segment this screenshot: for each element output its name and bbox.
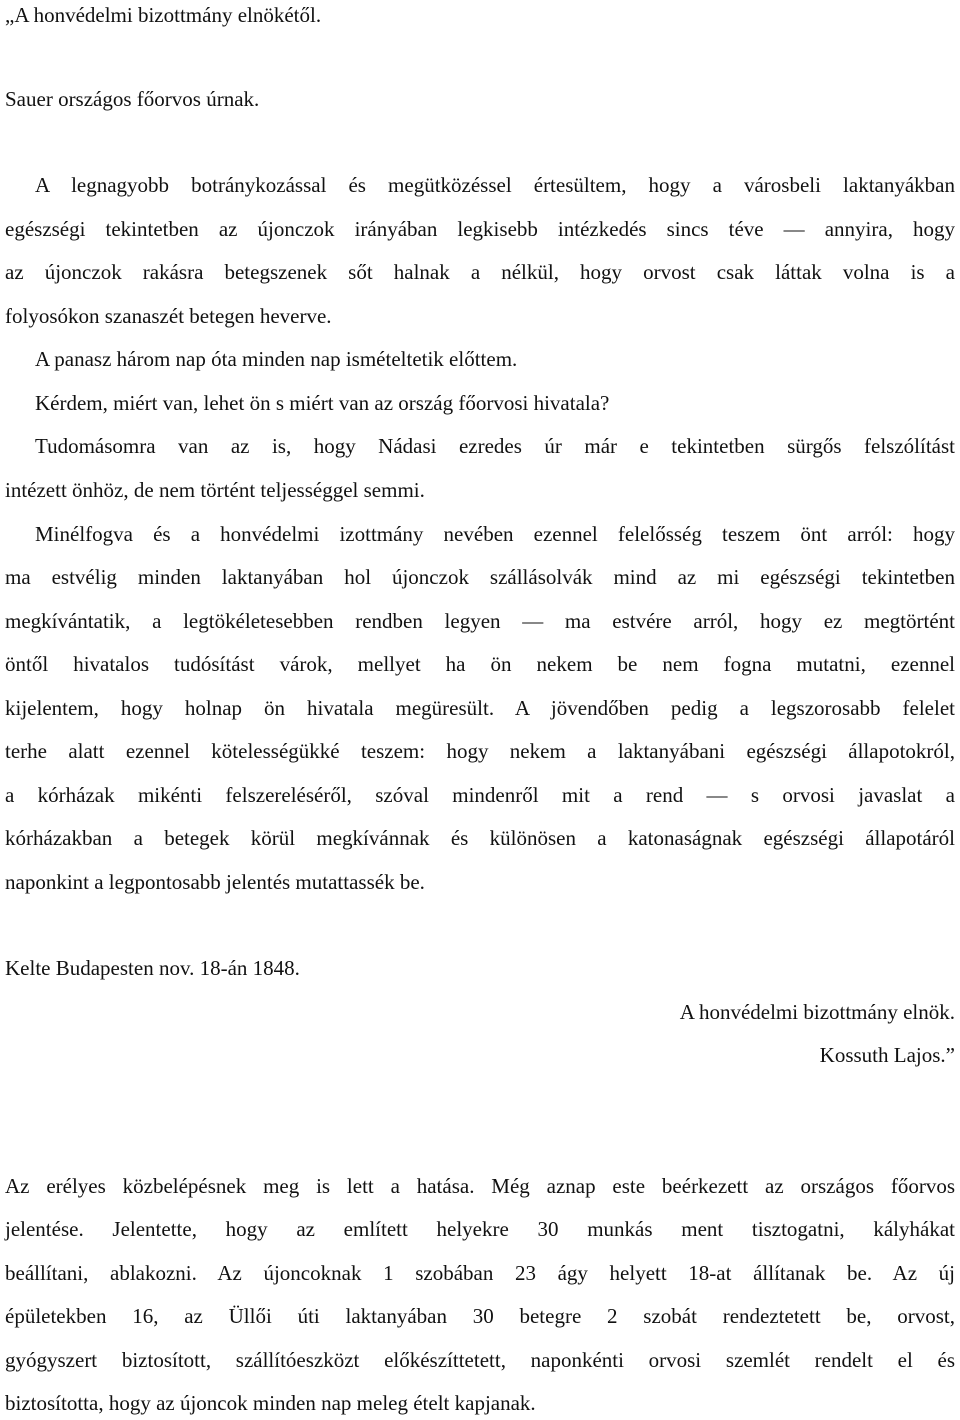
paragraph-line: öntől hivatalos tudósítást várok, mellyet ha ön nekem be nem fogna mutatni, ezennel: [5, 652, 955, 676]
paragraph-line: ma estvélig minden laktanyában hol újonczok szállásolvák mind az mi egészségi tekintetben: [5, 565, 955, 589]
paragraph-line: épületekben 16, az Üllői úti laktanyában 30 betegre 2 szobát rendeztetett be, orvost,: [5, 1304, 955, 1328]
paragraph-line: kórházakban a betegek körül megkívánnak és különösen a katonaságnak egészségi állapotáról: [5, 826, 955, 850]
paragraph-line: beállítani, ablakozni. Az újoncoknak 1 szobában 23 ágy helyett 18-at állítanak be. Az új: [5, 1261, 955, 1285]
paragraph-line: gyógyszert biztosított, szállítóeszközt előkészíttetett, naponkénti orvosi szemlét rendelt el és: [5, 1348, 955, 1372]
paragraph-line: Az erélyes közbelépésnek meg is lett a hatása. Még aznap este beérkezett az országos főorvos: [5, 1174, 955, 1198]
signature-name: Kossuth Lajos.”: [819, 1043, 955, 1067]
paragraph-line: intézett önhöz, de nem történt teljességgel semmi.: [5, 478, 425, 502]
paragraph-line: jelentése. Jelentette, hogy az említett helyekre 30 munkás ment tisztogatni, kályhákat: [5, 1217, 955, 1241]
dateline: Kelte Budapesten nov. 18-án 1848.: [5, 956, 300, 980]
paragraph-line: egészségi tekintetben az újonczok irányában legkisebb intézkedés sincs téve — annyira, hogy: [5, 217, 955, 241]
paragraph-line: terhe alatt ezennel kötelességükké teszem: hogy nekem a laktanyábani egészségi állapotokról,: [5, 739, 955, 763]
paragraph-line: naponkint a legpontosabb jelentés mutattassék be.: [5, 870, 425, 894]
paragraph-line: a kórházak mikénti felszereléséről, szóval mindenről mit a rend — s orvosi javaslat a: [5, 783, 955, 807]
paragraph-line: folyosókon szanaszét betegen heverve.: [5, 304, 332, 328]
paragraph-line: A legnagyobb botránykozással és megütközéssel értesültem, hogy a városbeli laktanyákban: [35, 173, 955, 197]
paragraph-line: Tudomásomra van az is, hogy Nádasi ezredes úr már e tekintetben sürgős felszólítást: [35, 434, 955, 458]
paragraph-line: A panasz három nap óta minden nap ismételtetik előttem.: [35, 347, 518, 371]
letter-addressee: Sauer országos főorvos úrnak.: [5, 87, 260, 111]
paragraph-line: megkívántatik, a legtökéletesebben rendben legyen — ma estvére arról, hogy ez megtörtént: [5, 609, 955, 633]
signature-title: A honvédelmi bizottmány elnök.: [679, 1000, 955, 1024]
paragraph-line: kijelentem, hogy holnap ön hivatala megüresült. A jövendőben pedig a legszorosabb felelet: [5, 696, 955, 720]
paragraph-line: biztosította, hogy az újoncok minden nap meleg ételt kapjanak.: [5, 1391, 536, 1415]
paragraph-line: az újonczok rakásra betegszenek sőt halnak a nélkül, hogy orvost csak láttak volna is a: [5, 260, 955, 284]
letter-heading: „A honvédelmi bizottmány elnökétől.: [5, 3, 322, 27]
paragraph-line: Kérdem, miért van, lehet ön s miért van az ország főorvosi hivatala?: [35, 391, 610, 415]
paragraph-line: Minélfogva és a honvédelmi izottmány nevében ezennel felelősség teszem önt arról: hogy: [35, 522, 955, 546]
